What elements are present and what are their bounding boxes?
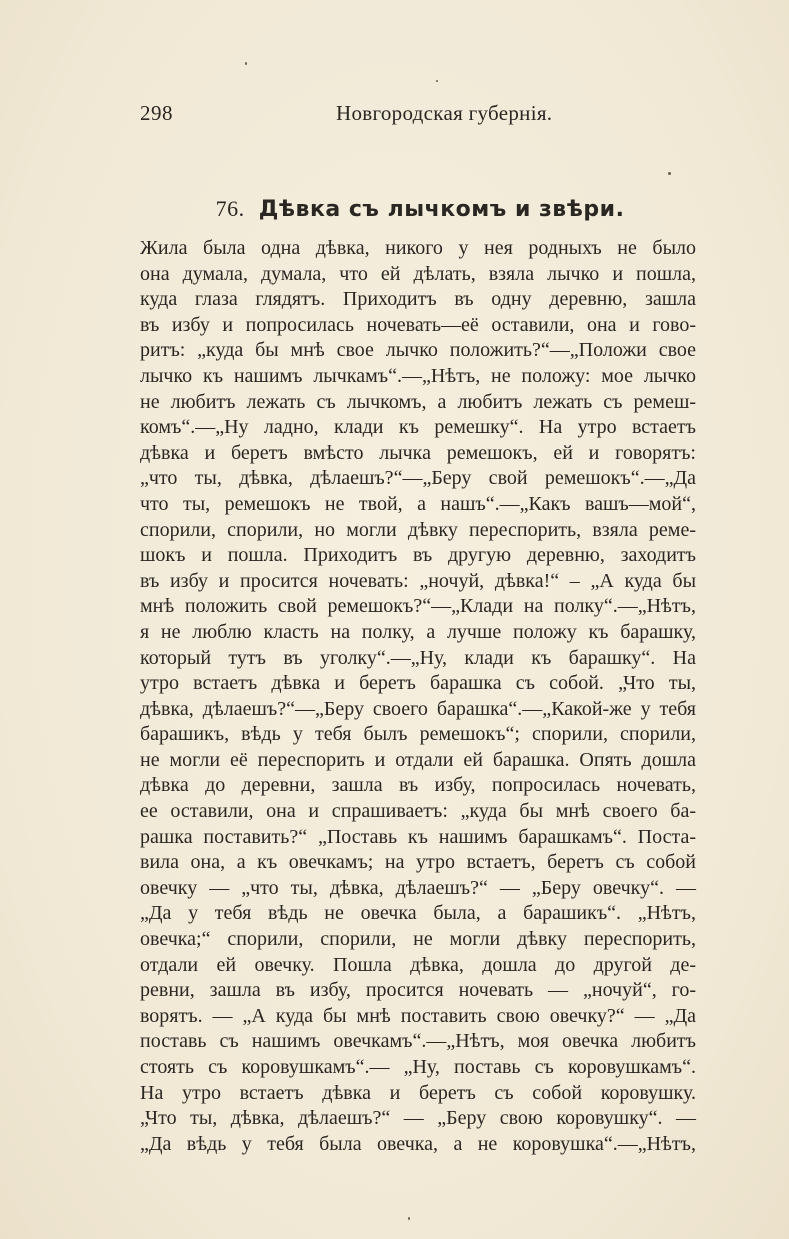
text-line: ее оставили, она и спрашиваетъ: „куда бы мнѣ своего ба-	[140, 800, 696, 823]
text-line: что ты, ремешокъ не твой, а нашъ“.—„Какъ вашъ—мой“,	[140, 492, 696, 515]
text-line: поставь съ нашимъ овечкамъ“.—„Нѣтъ, моя овечка любитъ	[140, 1030, 696, 1053]
text-line: спорили, спорили, но могли дѣвку переспорить, взяла реме-	[140, 518, 696, 541]
text-line: въ избу и попросилась ночевать—её оставили, она и гово-	[140, 313, 696, 336]
running-head	[140, 101, 660, 131]
text-line: мнѣ положить свой ремешокъ?“—„Клади на полку“.—„Нѣтъ,	[140, 595, 696, 618]
text-line: овечку — „что ты, дѣвка, дѣлаешъ?“ — „Беру овечку“. —	[140, 876, 696, 899]
text-line: куда глаза глядятъ. Приходитъ въ одну деревню, зашла	[140, 288, 696, 311]
text-line: ворятъ. — „А куда бы мнѣ поставить свою овечку?“ — „Да	[140, 1004, 696, 1027]
text-line: дѣвка и беретъ вмѣсто лычка ремешокъ, ей и говорятъ:	[140, 441, 696, 464]
text-line: овечка;“ спорили, спорили, не могли дѣвку переспорить,	[140, 928, 696, 951]
text-line: лычко къ нашимъ лычкамъ“.—„Нѣтъ, не положу: мое лычко	[140, 364, 696, 387]
ink-speck	[436, 80, 438, 82]
text-line: На утро встаетъ дѣвка и беретъ съ собой коровушку.	[140, 1081, 696, 1104]
story-heading	[140, 196, 700, 222]
page-number: 298	[140, 101, 173, 125]
text-line: рашка поставить?“ „Поставь къ нашимъ барашкамъ“. Поста-	[140, 825, 696, 848]
running-title: Новгородская губернія.	[336, 101, 553, 125]
ink-speck	[668, 172, 671, 175]
text-line: ритъ: „куда бы мнѣ свое лычко положить?“—„Положи свое	[140, 339, 696, 362]
text-line: не могли её переспорить и отдали ей барашка. Опять дошла	[140, 748, 696, 771]
text-line: барашикъ, вѣдь у тебя былъ ремешокъ“; спорили, спорили,	[140, 723, 696, 746]
text-line: Жила была одна дѣвка, никого у нея родныхъ не было	[140, 237, 696, 259]
text-line: стоять съ коровушкамъ“.— „Ну, поставь съ коровушкамъ“.	[140, 1056, 696, 1078]
text-line: „что ты, дѣвка, дѣлаешъ?“—„Беру свой ремешокъ“.—„Да	[140, 467, 696, 490]
story-title: Дѣвка съ лычкомъ и звѣри.	[258, 197, 625, 222]
text-line: который тутъ въ уголку“.—„Ну, клади къ барашку“. На	[140, 646, 696, 669]
text-line: „Да у тебя вѣдь не овечка была, а барашикъ“. „Нѣтъ,	[140, 902, 696, 925]
text-line: дѣвка до деревни, зашла въ избу, попросилась ночевать,	[140, 774, 696, 797]
ink-speck	[408, 1217, 410, 1220]
text-line: я не люблю класть на полку, а лучше положу къ барашку,	[140, 620, 696, 643]
text-line: „Да вѣдь у тебя была овечка, а не коровушка“.—„Нѣтъ,	[140, 1132, 696, 1155]
text-line: не любитъ лежать съ лычкомъ, а любитъ лежать съ ремеш-	[140, 390, 696, 413]
story-number: 76.	[215, 196, 245, 221]
text-line: комъ“.—„Ну ладно, клади къ ремешку“. На утро встаетъ	[140, 416, 696, 439]
text-line: шокъ и пошла. Приходитъ въ другую деревню, заходитъ	[140, 544, 696, 567]
text-line: отдали ей овечку. Пошла дѣвка, дошла до другой де-	[140, 953, 696, 976]
text-line: она думала, думала, что ей дѣлать, взяла лычко и пошла,	[140, 262, 696, 285]
text-line: „Что ты, дѣвка, дѣлаешъ?“ — „Беру свою коровушку“. —	[140, 1107, 696, 1130]
text-line: утро встаетъ дѣвка и беретъ барашка съ собой. „Что ты,	[140, 672, 696, 695]
text-line: въ избу и просится ночевать: „ночуй, дѣвка!“ – „А куда бы	[140, 569, 696, 592]
text-line: дѣвка, дѣлаешъ?“—„Беру своего барашка“.—„Какой-же у тебя	[140, 697, 696, 720]
story-body	[140, 236, 696, 1157]
ink-speck	[245, 62, 247, 65]
text-line: вила она, а къ овечкамъ; на утро встаетъ, беретъ съ собой	[140, 851, 696, 874]
text-line: ревни, зашла въ избу, просится ночевать — „ночуй“, го-	[140, 979, 696, 1002]
